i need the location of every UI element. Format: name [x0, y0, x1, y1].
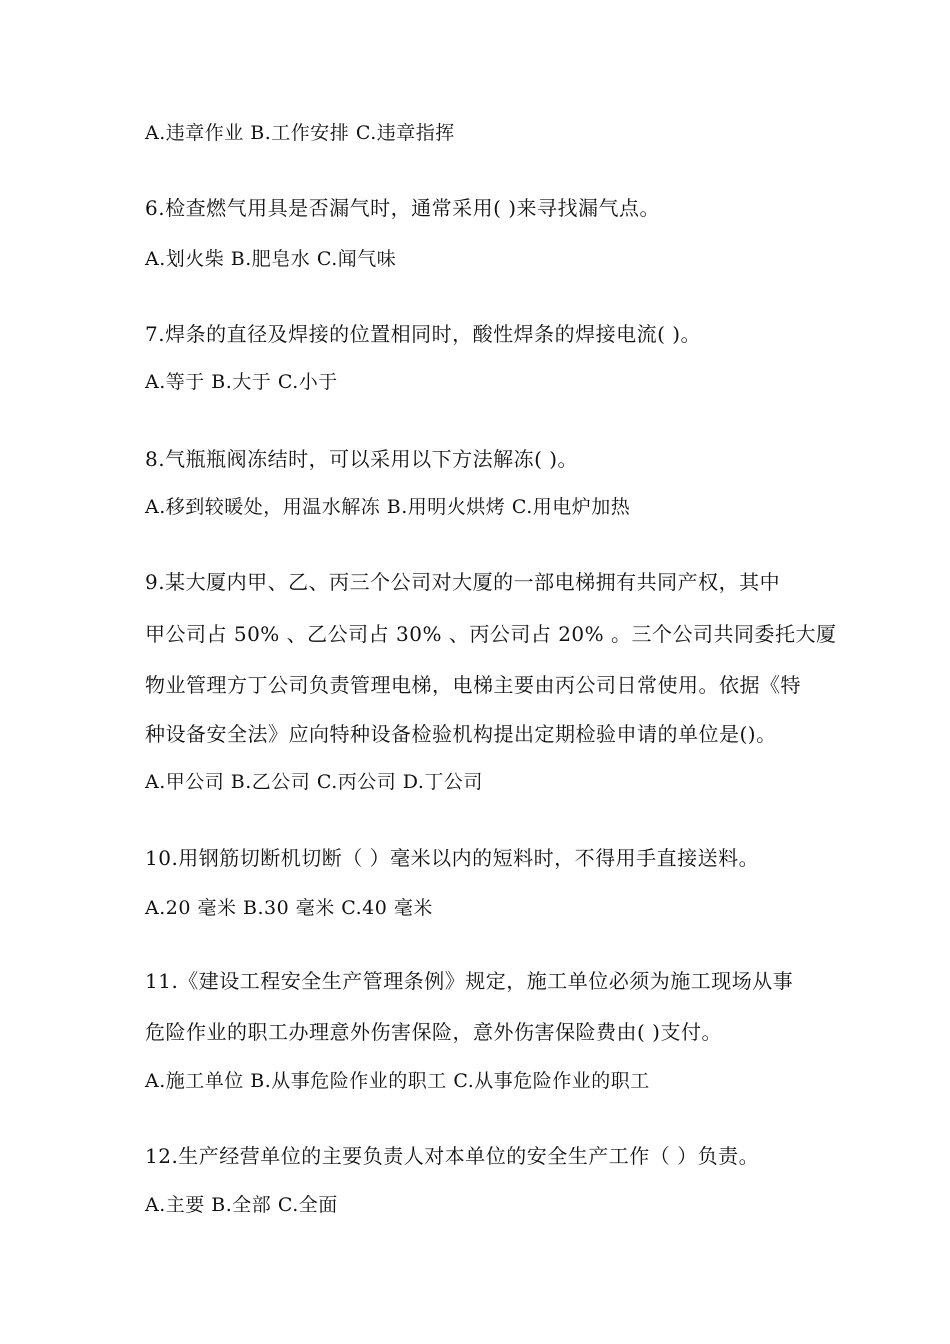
q11-options: A.施工单位 B.从事危险作业的职工 C.从事危险作业的职工 — [145, 1070, 650, 1092]
q9-options: A.甲公司 B.乙公司 C.丙公司 D.丁公司 — [145, 771, 483, 793]
q12-question: 12.生产经营单位的主要负责人对本单位的安全生产工作（ ）负责。 — [145, 1144, 760, 1168]
q6-options: A.划火柴 B.肥皂水 C.闻气味 — [145, 248, 397, 270]
q11-question-line-2: 危险作业的职工办理意外伤害保险，意外伤害保险费由( )支付。 — [145, 1020, 722, 1044]
q9-question-line-2: 甲公司占 50% 、乙公司占 30% 、丙公司占 20% 。三个公司共同委托大厦 — [145, 622, 837, 646]
q7-question: 7.焊条的直径及焊接的位置相同时，酸性焊条的焊接电流( )。 — [145, 322, 702, 346]
q7-options: A.等于 B.大于 C.小于 — [145, 371, 338, 393]
q5-options: A.违章作业 B.工作安排 C.违章指挥 — [145, 122, 455, 144]
q8-question: 8.气瓶瓶阀冻结时，可以采用以下方法解冻( )。 — [145, 447, 579, 471]
q8-options: A.移到较暖处，用温水解冻 B.用明火烘烤 C.用电炉加热 — [145, 496, 631, 518]
q9-question-line-4: 种设备安全法》应向特种设备检验机构提出定期检验申请的单位是()。 — [145, 722, 777, 746]
q10-options: A.20 毫米 B.30 毫米 C.40 毫米 — [145, 897, 433, 919]
q9-question-line-1: 9.某大厦内甲、乙、丙三个公司对大厦的一部电梯拥有共同产权，其中 — [145, 570, 781, 594]
q11-question-line-1: 11.《建设工程安全生产管理条例》规定，施工单位必须为施工现场从事 — [145, 969, 794, 993]
q12-options: A.主要 B.全部 C.全面 — [145, 1194, 338, 1216]
q9-question-line-3: 物业管理方丁公司负责管理电梯，电梯主要由丙公司日常使用。依据《特 — [145, 673, 801, 697]
q6-question: 6.检查燃气用具是否漏气时，通常采用( )来寻找漏气点。 — [145, 196, 661, 220]
q10-question: 10.用钢筋切断机切断（ ）毫米以内的短料时，不得用手直接送料。 — [145, 846, 760, 870]
